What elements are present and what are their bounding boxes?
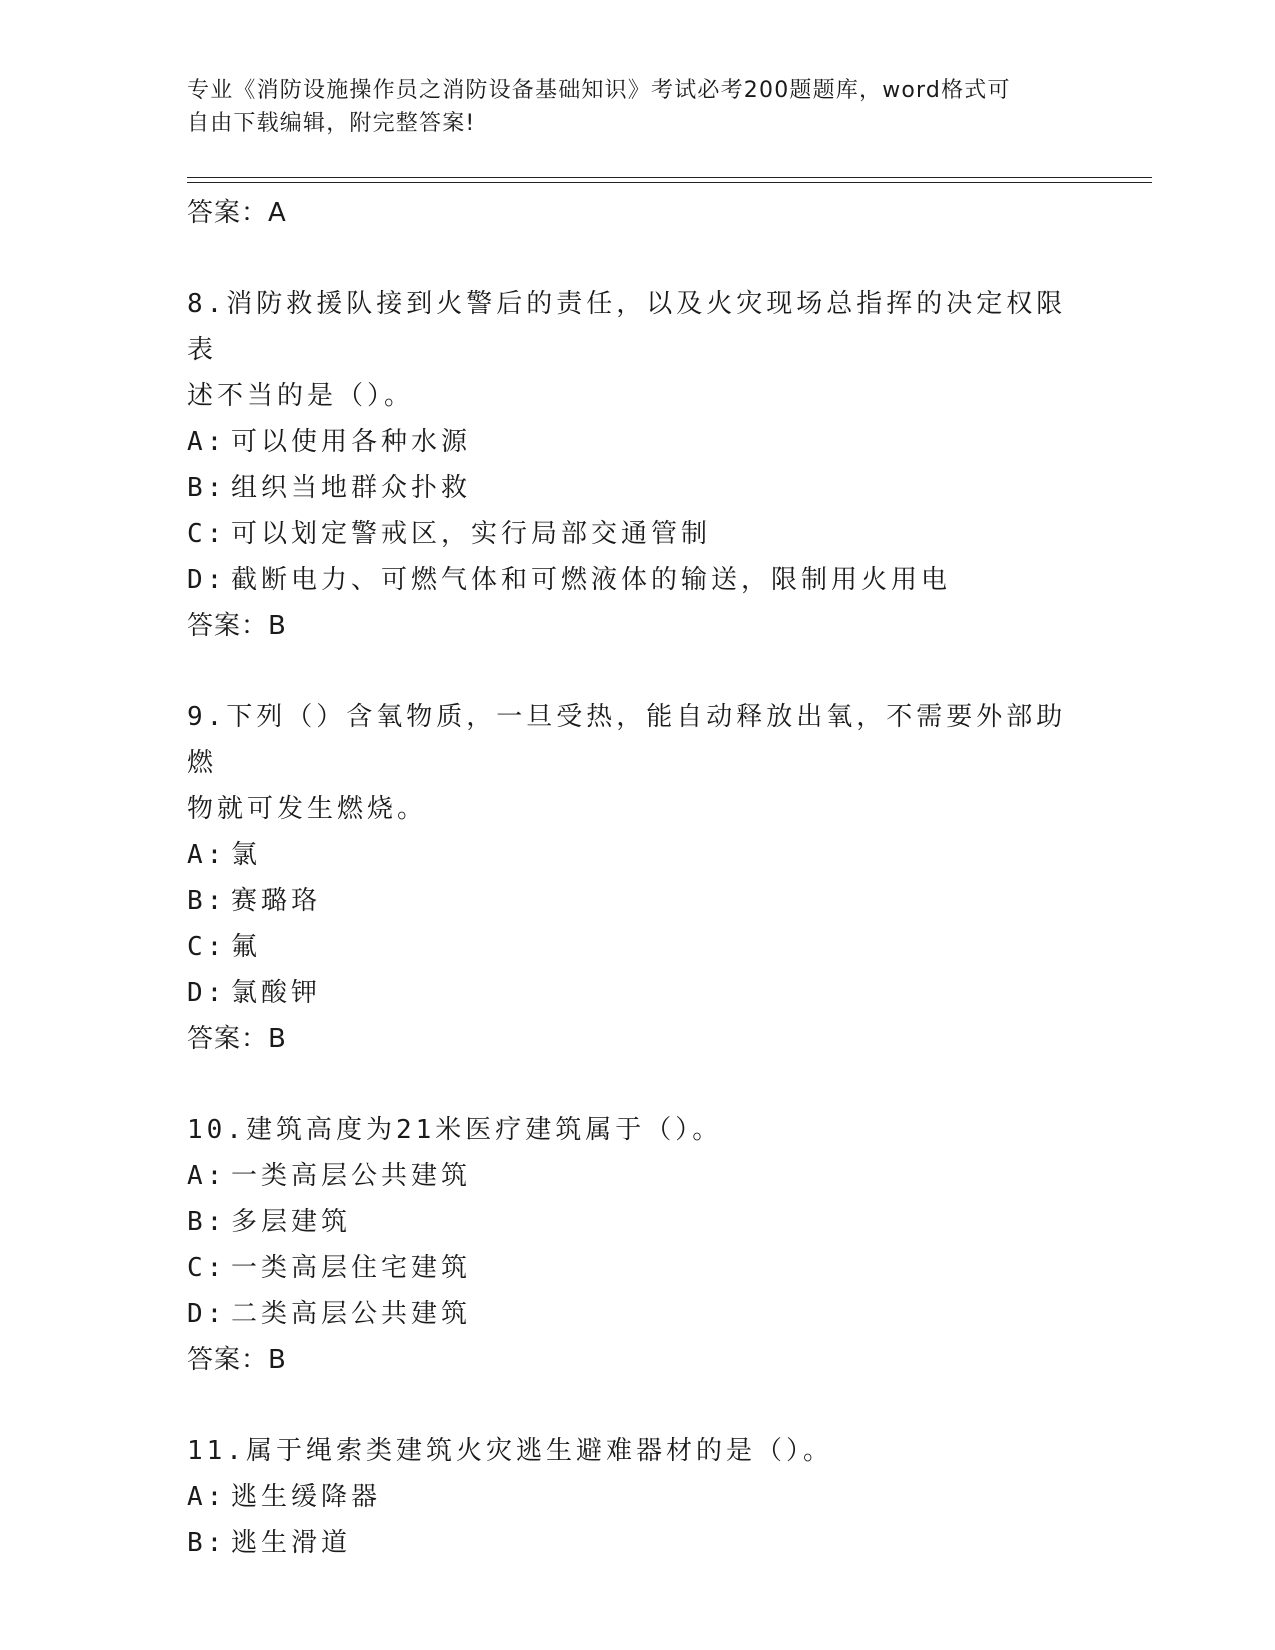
option-b [187,878,1087,924]
question-stem [187,1428,1087,1474]
option-key: B: [187,473,227,503]
option-b [187,465,1087,511]
question-8 [187,281,1087,649]
spacer [187,1062,1087,1107]
option-text: 组织当地群众扑救 [231,473,472,503]
option-d [187,557,1087,603]
question-stem [187,1107,1087,1153]
header-line-1: 专业《消防设施操作员之消防设备基础知识》考试必考200题题库，word格式可 [187,78,1011,103]
option-text: 截断电力、可燃气体和可燃液体的输送，限制用火用电 [231,565,952,595]
spacer [187,1383,1087,1428]
option-text: 一类高层公共建筑 [231,1161,472,1191]
option-d [187,970,1087,1016]
option-key: A: [187,1161,227,1191]
option-key: D: [187,1299,227,1329]
question-9 [187,694,1087,1062]
option-key: B: [187,886,227,916]
header-divider-top [187,177,1152,178]
answer-line: 答案：B [187,1345,287,1375]
document-header [187,74,1067,140]
question-stem [187,694,1087,832]
header-divider-bottom [187,182,1152,183]
option-text: 逃生滑道 [231,1528,352,1558]
option-key: C: [187,519,227,549]
option-key: B: [187,1207,227,1237]
option-b [187,1520,1087,1566]
option-c [187,1245,1087,1291]
option-text: 氯 [231,840,262,870]
option-a [187,419,1087,465]
option-text: 多层建筑 [231,1207,352,1237]
question-stem-line: 8.消防救援队接到火警后的责任，以及火灾现场总指挥的决定权限表 [187,289,1067,365]
question-stem [187,281,1087,419]
question-10 [187,1107,1087,1383]
option-key: A: [187,427,227,457]
option-text: 二类高层公共建筑 [231,1299,472,1329]
option-text: 可以使用各种水源 [231,427,472,457]
spacer [187,649,1087,694]
option-key: A: [187,1482,227,1512]
option-text: 可以划定警戒区，实行局部交通管制 [231,519,712,549]
option-a [187,832,1087,878]
question-stem-line: 10.建筑高度为21米医疗建筑属于（）。 [187,1115,723,1145]
option-key: C: [187,932,227,962]
option-key: A: [187,840,227,870]
option-c [187,511,1087,557]
option-text: 一类高层住宅建筑 [231,1253,472,1283]
question-list [187,190,1087,1566]
option-text: 逃生缓降器 [231,1482,382,1512]
option-a [187,1474,1087,1520]
option-key: D: [187,565,227,595]
option-a [187,1153,1087,1199]
option-c [187,924,1087,970]
option-key: D: [187,978,227,1008]
question-stem-line: 物就可发生燃烧。 [187,794,428,824]
question-stem-line: 11.属于绳索类建筑火灾逃生避难器材的是（）。 [187,1436,833,1466]
option-key: C: [187,1253,227,1283]
spacer [187,236,1087,281]
option-text: 赛璐珞 [231,886,322,916]
question-stem-line: 9.下列（）含氧物质，一旦受热，能自动释放出氧，不需要外部助燃 [187,702,1067,778]
question-stem-line: 述不当的是（）。 [187,381,415,411]
header-line-2: 自由下载编辑，附完整答案! [187,111,476,136]
option-text: 氯酸钾 [231,978,322,1008]
option-d [187,1291,1087,1337]
question-11 [187,1428,1087,1566]
option-key: B: [187,1528,227,1558]
answer-line: 答案：B [187,611,287,641]
answer-line: 答案：A [187,198,287,228]
option-text: 氟 [231,932,262,962]
answer-line: 答案：B [187,1024,287,1054]
option-b [187,1199,1087,1245]
